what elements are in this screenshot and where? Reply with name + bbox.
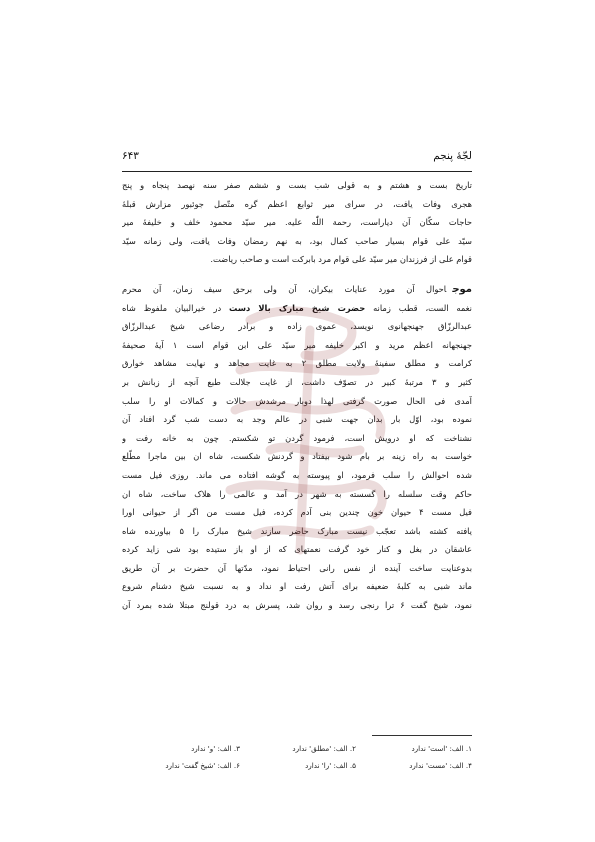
text-segment: نغمه الست، قطب زمانه bbox=[365, 302, 472, 313]
text-line: حاجات سکّان آن دیاراست، رحمة اللّٰه علیه. میر سیّد محمود خلف و خلیفهٔ میر bbox=[122, 217, 472, 228]
footnote: ۶. الف: 'شیخ گفت' ندارد bbox=[165, 761, 240, 770]
text-line: کثیر و ۳ مرتبهٔ کبیر در تصوّف داشت، از غایت جلالت طبع آنچه از زبانش بر bbox=[122, 376, 472, 387]
text-line: نموده بود، اوّل بار بدان جهت شبی در عالم وجد به دست شب گرد افتاد آن bbox=[122, 414, 472, 425]
footnote: ۵. الف: 'را' ندارد bbox=[305, 761, 356, 770]
footnote: ۴. الف: 'مست' ندارد bbox=[409, 761, 472, 770]
footnote-row bbox=[122, 740, 472, 757]
text-line: حاکم وقت سلسله را گسسته به شهر در آمد و عالمی را هلاک ساخت، شاه ان bbox=[122, 488, 472, 499]
text-line: تاریخ بست و هشتم و به قولی شب بست و ششم صفر سنه نهصد پنجاه و پنج bbox=[122, 180, 472, 190]
footnotes bbox=[122, 740, 472, 774]
text-line bbox=[122, 280, 472, 299]
text-line: جهنجهانه اعظم مرید و اکبر خلیفه میر سیّد علی ابن قوام است ۱ آیهٔ صحیفهٔ bbox=[122, 339, 472, 350]
footnote: ۳. الف: 'و' ندارد bbox=[191, 744, 240, 753]
running-header bbox=[122, 150, 472, 168]
text-line: هجری وفات یافت، در سرای میر ثوابع اعظم گره متّصل جوئبور مزارش قبلهٔ bbox=[122, 198, 472, 209]
footnote-row bbox=[122, 757, 472, 774]
footnote-rule bbox=[372, 735, 472, 736]
text-line: عاشقان در بغل و کنار خود گرفت نعمتهای که از او باز ستیده بود شی زاید کرده bbox=[122, 544, 472, 555]
text-segment: احوال آن مورد عنایات بیکران، آن ولی برحق سیف زمان، آن محرم bbox=[122, 283, 447, 294]
text-segment: در خیرالبیان ملفوظ شاه bbox=[122, 302, 230, 313]
text-line: سیّد علی قوام بسیار صاحب کمال بود، به نهم رمضان وفات یافت، ولی زمانه سیّد bbox=[122, 235, 472, 246]
paragraph-2 bbox=[122, 280, 472, 615]
text-line: قوام علی از فرزندان میر سیّد علی قوام مرد بابرکت است و صاحب ریاضت. bbox=[210, 254, 472, 265]
text-line bbox=[122, 299, 472, 318]
text-line: یافته کشته باشد تعجّب نیست مبارک حاضر سازند شیخ مبارک را ۵ بیاورنده شاه bbox=[122, 525, 472, 536]
paragraph-1 bbox=[122, 176, 472, 269]
text-line: عبدالرزّاق جهنجهانوی نویسد، عموی زاده و برادر رضاعی شیخ عبدالرزّاق bbox=[122, 321, 472, 332]
footnote: ۱. الف: 'است' ندارد bbox=[411, 744, 472, 753]
text-line: نشناخت که او درویش است، فرمود گردن تو شکستم. چون به خانه رفت و bbox=[122, 432, 472, 443]
text-line: کرامت و مطلق سفینهٔ ولایت مطلق ۲ به غایت مجاهد و نهایت مشاهد خوارق bbox=[122, 358, 472, 369]
header-rule bbox=[122, 171, 472, 172]
text-line: شده احوالش را سلب فرمود، او پیوسته به گوشه افتاده می ماند. روزی فیل مست bbox=[122, 469, 472, 480]
text-line: خواست به راه زینه بر بام شود بیفتاد و گردنش شکست، شاه ان بین ماجرا مطّلع bbox=[122, 451, 472, 462]
main-text bbox=[122, 176, 472, 615]
text-line: فیل مست ۴ حیوان خون چندین بنی آدم کرده، فیل مست من اگر از حیوانی اورا bbox=[122, 507, 472, 518]
chapter-title: لجّهٔ پنجم bbox=[433, 150, 472, 162]
text-line: آمدی فی الحال صورت گرفتی لهذا دوبار مرشدش حالات و کمالات او را سلب bbox=[122, 395, 472, 406]
section-headword: موج bbox=[452, 283, 472, 295]
text-line: بدوعنایت ساخت آینده از نفس رانی احتیاط نمود، مدّتها آن حضرت بر آن طریق bbox=[122, 562, 472, 573]
bold-name: حضرت شیخ مبارک بالا دست bbox=[229, 302, 366, 313]
text-line: نمود، شیخ گفت ۶ ترا رنجی رسد و روان شد، پسرش به درد قولنج مبتلا شده بمرد آن bbox=[122, 600, 472, 611]
page-number: ۶۴۳ bbox=[122, 150, 139, 162]
footnote: ۲. الف: 'مطلق' ندارد bbox=[292, 744, 356, 753]
text-line: ماند شبی به کلبهٔ ضعیفه برای آتش رفت او نداد و به نسبت شیخ دشنام شروع bbox=[122, 581, 472, 592]
